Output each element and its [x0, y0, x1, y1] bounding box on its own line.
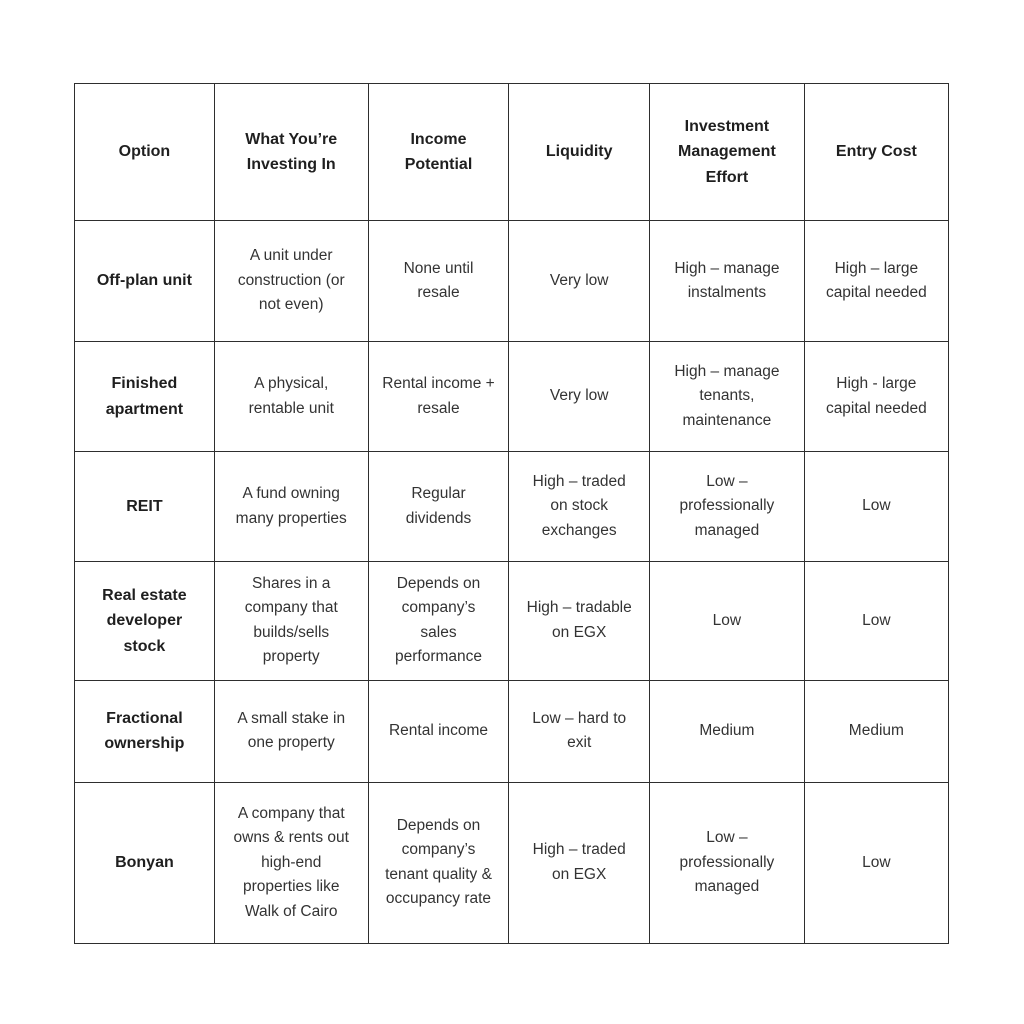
table-row: [75, 221, 949, 342]
table-cell: Very low: [509, 221, 650, 342]
table-row: [75, 562, 949, 681]
comparison-table-container: [74, 83, 949, 944]
table-cell: Regular dividends: [368, 452, 509, 562]
table-cell: Low: [804, 562, 948, 681]
column-header: Liquidity: [509, 84, 650, 221]
table-cell: Shares in a company that builds/sells property: [214, 562, 368, 681]
table-cell: Depends on company’s tenant quality & occupancy rate: [368, 782, 509, 943]
column-header: Entry Cost: [804, 84, 948, 221]
table-cell: Rental income: [368, 680, 509, 782]
table-body: [75, 221, 949, 944]
table-cell: Very low: [509, 342, 650, 452]
table-row: [75, 342, 949, 452]
table-row: [75, 680, 949, 782]
table-cell: Low: [804, 452, 948, 562]
option-name-cell: Finished apartment: [75, 342, 215, 452]
table-cell: Medium: [804, 680, 948, 782]
column-header: Income Potential: [368, 84, 509, 221]
table-row: [75, 782, 949, 943]
option-name-cell: Fractional ownership: [75, 680, 215, 782]
table-cell: High – traded on stock exchanges: [509, 452, 650, 562]
table-cell: Low – hard to exit: [509, 680, 650, 782]
table-cell: Low – professionally managed: [650, 452, 805, 562]
table-cell: High – tradable on EGX: [509, 562, 650, 681]
table-cell: Medium: [650, 680, 805, 782]
column-header: Investment Management Effort: [650, 84, 805, 221]
column-header: What You’re Investing In: [214, 84, 368, 221]
investment-options-comparison-table: [74, 83, 949, 944]
table-cell: High – manage instalments: [650, 221, 805, 342]
table-cell: High – manage tenants, maintenance: [650, 342, 805, 452]
table-cell: Low: [804, 782, 948, 943]
column-header: Option: [75, 84, 215, 221]
table-cell: Rental income + resale: [368, 342, 509, 452]
table-cell: A fund owning many properties: [214, 452, 368, 562]
table-cell: Low – professionally managed: [650, 782, 805, 943]
table-cell: A unit under construction (or not even): [214, 221, 368, 342]
option-name-cell: Real estate developer stock: [75, 562, 215, 681]
table-cell: A small stake in one property: [214, 680, 368, 782]
table-cell: High - large capital needed: [804, 342, 948, 452]
option-name-cell: REIT: [75, 452, 215, 562]
table-cell: A physical, rentable unit: [214, 342, 368, 452]
table-cell: High – traded on EGX: [509, 782, 650, 943]
table-cell: A company that owns & rents out high-end properties like Walk of Cairo: [214, 782, 368, 943]
option-name-cell: Bonyan: [75, 782, 215, 943]
table-cell: Depends on company’s sales performance: [368, 562, 509, 681]
table-header-row: [75, 84, 949, 221]
table-cell: Low: [650, 562, 805, 681]
table-cell: None until resale: [368, 221, 509, 342]
table-cell: High – large capital needed: [804, 221, 948, 342]
option-name-cell: Off-plan unit: [75, 221, 215, 342]
table-row: [75, 452, 949, 562]
